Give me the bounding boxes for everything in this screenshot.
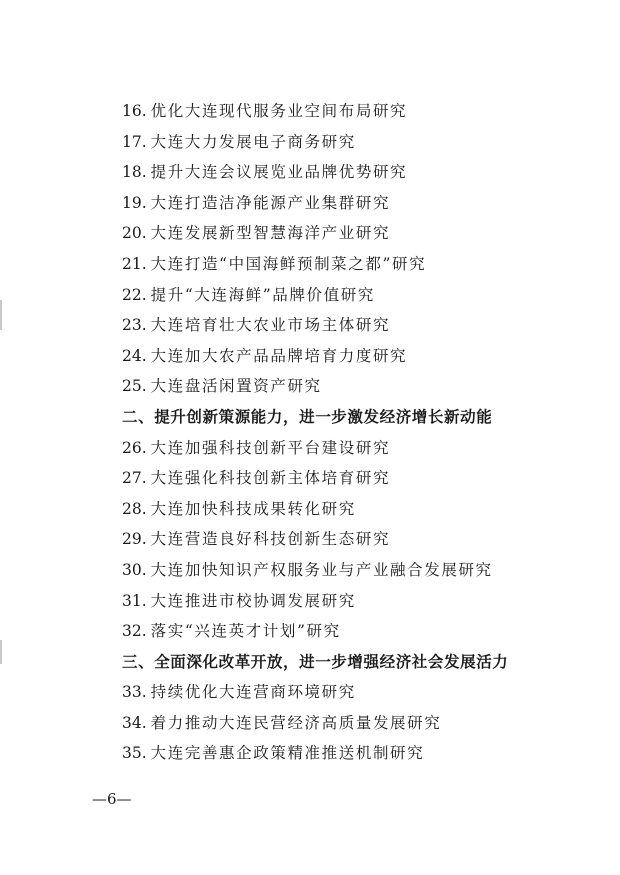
item-number: 33. xyxy=(122,683,147,702)
item-text: 优化大连现代服务业空间布局研究 xyxy=(150,102,408,120)
item-text: 大连加快科技成果转化研究 xyxy=(150,499,356,518)
scan-edge-mark xyxy=(0,640,2,664)
item-text: 大连推进市校协调发展研究 xyxy=(150,591,356,610)
list-item xyxy=(122,616,592,647)
item-number: 20. xyxy=(122,224,147,243)
item-text: 落实“兴连英才计划”研究 xyxy=(150,622,341,641)
item-text: 大连大力发展电子商务研究 xyxy=(150,132,356,151)
list-item xyxy=(122,494,592,525)
item-text: 大连强化科技创新主体培育研究 xyxy=(150,469,391,488)
item-number: 24. xyxy=(122,346,147,365)
item-text: 提升“大连海鲜”品牌价值研究 xyxy=(150,285,375,304)
item-text: 大连打造洁净能源产业集群研究 xyxy=(150,193,391,212)
item-text: 大连完善惠企政策精准推送机制研究 xyxy=(150,744,425,763)
list-item xyxy=(122,157,592,188)
list-item xyxy=(122,738,592,769)
page-number: —6— xyxy=(92,790,132,808)
list-item xyxy=(122,249,592,280)
item-text: 提升大连会议展览业品牌优势研究 xyxy=(150,163,408,182)
section-heading: 三、全面深化改革开放，进一步增强经济社会发展活力 xyxy=(122,652,509,671)
list-item xyxy=(122,677,592,708)
list-item xyxy=(122,310,592,341)
item-number: 25. xyxy=(122,377,147,396)
item-number: 34. xyxy=(122,713,147,732)
item-text: 大连加大农产品品牌培育力度研究 xyxy=(150,346,408,365)
list-item xyxy=(122,433,592,464)
item-number: 19. xyxy=(122,193,147,212)
item-text: 持续优化大连营商环境研究 xyxy=(150,683,356,702)
item-text: 大连盘活闲置资产研究 xyxy=(150,377,322,396)
scan-edge-mark xyxy=(0,300,2,330)
item-number: 28. xyxy=(122,499,147,518)
item-text: 大连营造良好科技创新生态研究 xyxy=(150,530,391,549)
item-number: 26. xyxy=(122,438,147,457)
list-item xyxy=(122,218,592,249)
item-text: 大连打造“中国海鲜预制菜之都”研究 xyxy=(150,254,427,273)
item-number: 18. xyxy=(122,163,147,182)
item-text: 大连加快知识产权服务业与产业融合发展研究 xyxy=(150,560,493,579)
item-number: 27. xyxy=(122,469,147,488)
list-item xyxy=(122,555,592,586)
item-number: 30. xyxy=(122,560,147,579)
item-text: 大连加强科技创新平台建设研究 xyxy=(150,438,391,457)
item-number: 35. xyxy=(122,744,147,763)
list-item xyxy=(122,524,592,555)
list-item xyxy=(122,280,592,311)
list-item xyxy=(122,586,592,617)
item-text: 大连培育壮大农业市场主体研究 xyxy=(150,316,391,335)
list-item xyxy=(122,708,592,739)
list-item xyxy=(122,127,592,158)
list-item xyxy=(122,371,592,402)
list-item xyxy=(122,96,592,127)
topic-list xyxy=(122,96,592,769)
item-number: 31. xyxy=(122,591,147,610)
list-item xyxy=(122,463,592,494)
item-number: 29. xyxy=(122,530,147,549)
item-text: 着力推动大连民营经济高质量发展研究 xyxy=(150,713,442,732)
item-number: 23. xyxy=(122,316,147,335)
list-item xyxy=(122,341,592,372)
item-number: 22. xyxy=(122,285,147,304)
section-heading: 二、提升创新策源能力，进一步激发经济增长新动能 xyxy=(122,407,493,426)
item-number: 21. xyxy=(122,254,147,273)
item-number: 16. xyxy=(122,102,147,120)
item-text: 大连发展新型智慧海洋产业研究 xyxy=(150,224,391,243)
list-item xyxy=(122,188,592,219)
item-number: 17. xyxy=(122,132,147,151)
item-number: 32. xyxy=(122,622,147,641)
